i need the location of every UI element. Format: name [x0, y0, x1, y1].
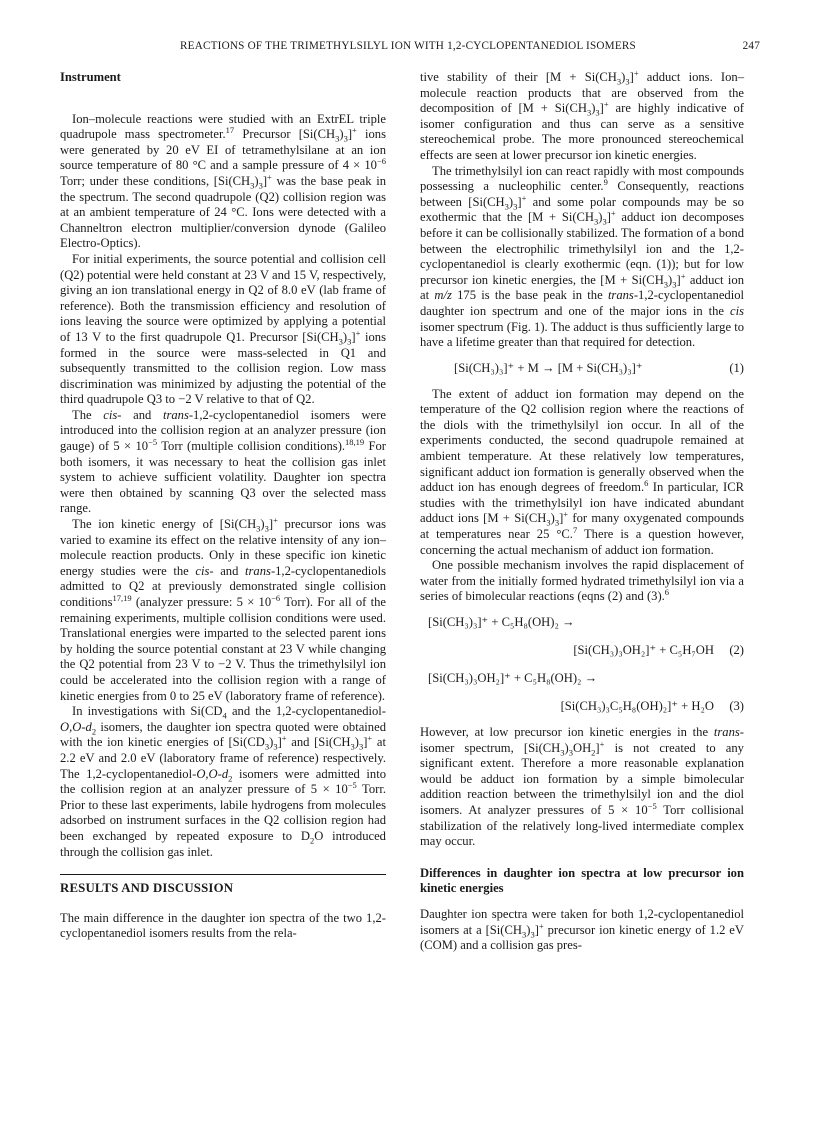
- subsection-heading: Differences in daughter ion spectra at low precursor ion kinetic energies: [420, 865, 744, 896]
- equation-1-number: (1): [729, 360, 744, 375]
- paragraph: The extent of adduct ion formation may depend on the temperature of the Q2 collision region where the reactions of the diols with the trimethylsilyl ion occur. In all of the experiments conducted, the second quadrupole remained at ambient temperature. At these relatively low temperatures, significant adduct ion formation is generally observed when the adduct ion has enough degrees of freedom.$^6$ In particular, ICR studies with the trimethylsilyl ion have indicated abundant adduct ions $[M + Si(CH_3)_3]^+$ for many oxygenated compounds at temperatures near 25 °C.$^7$ There is a question however, concerning the actual mechanism of adduct ion formation.: [420, 386, 745, 557]
- paragraph: However, at low precursor ion kinetic energies in the trans-isomer spectrum, $[Si(CH_3)_3OH_2]^+$ is not created to any significant extent. Therefore a more reasonable explanation would be adduct ion formation by a simple bimolecular addition reaction between the trimethylsilyl ion and the diol isomers. At analyzer pressures of $5 \times 10^{-5}$ Torr collisional stabilization of the relatively long-lived intermediate complex may occur.: [420, 725, 744, 849]
- equation-1-text: [Si(CH₃)₃]⁺ + M → [M + Si(CH₃)₃]⁺: [454, 360, 643, 375]
- equation-3-line-2: [420, 697, 744, 717]
- equation-1: [420, 359, 744, 379]
- running-title: REACTIONS OF THE TRIMETHYLSILYL ION WITH 1,2-CYCLOPENTANEDIOL ISOMERS: [180, 40, 636, 52]
- paragraph: One possible mechanism involves the rapid displacement of water from the initially formed hydrated trimethylsilyl ion via a series of bimolecular reactions (eqns (2) and (3).$^6$: [420, 558, 744, 604]
- right-column: [420, 67, 745, 954]
- equation-2-number: (2): [729, 643, 744, 657]
- running-header: [56, 40, 760, 58]
- paragraph: The trimethylsilyl ion can react rapidly with most compounds possessing a nucleophilic center.$^9$ Consequently, reactions between $[Si(CH_3)_3]^+$ and some polar compounds may be so exothermic that the $[M + Si(CH_3)_3]^+$ adduct ion decomposes before it can be collisionally stabilized. The formation of a bond between the electrophilic trimethylsilyl ion and the 1,2-cyclopentanediol is clearly exothermic (eqn. (1)); but for low precursor ion kinetic energies, the $[M + Si(CH_3)_3]^+$ adduct ion at m/z 175 is the base peak in the trans-1,2-cyclopentanediol daughter ion spectrum and one of the major ions in the cis isomer spectrum (Fig. 1). The adduct is thus sufficiently large to have a lifetime greater than that required for detection.: [420, 163, 744, 350]
- paragraph: In investigations with $Si(CD_4$ and the $1,2-cyclopentanediol-O,O-d_2$ isomers, the daughter ion spectra quoted were obtained with the ion kinetic energies of $[Si(CD_3)_3]^+$ and $[Si(CH_3)_3]^+$ at 2.2 eV and 2.0 eV (laboratory frame of reference) respectively. The $1,2-cyclopentanediol-O,O-d_2$ isomers were admitted into the collision region at an analyzer pressure of $5 \times 10^{-5}$ Torr. Prior to these last experiments, labile hydrogens from molecules adsorbed on instrument surfaces in the Q2 collision region had been exchanged by repeated exposure to $D_2O$ introduced through the collision gas inlet.: [60, 704, 386, 859]
- paragraph: The cis- and trans-1,2-cyclopentanediol isomers were introduced into the collision region at an analyzer pressure (ion gauge) of $5 \times 10^{-5}$ Torr (multiple collision conditions).$^{18,19}$ For both isomers, it was necessary to heat the collision gas inlet system to achieve sufficient volatility. Daughter ion spectra were then obtained by scanning Q3 over the selected mass range.: [60, 407, 386, 516]
- paragraph: For initial experiments, the source potential and collision cell (Q2) potential were held constant at 23 V and 15 V, respectively, giving an ion translational energy in Q2 of 8.0 eV (lab frame of reference). Both the transmission efficiency and resolution of ions leaving the source were optimized by applying a potential of 13 V to the first quadrupole Q1. Precursor $[Si(CH_3)_3]^+$ ions formed in the source were mass-selected in Q1 and subsequently transmitted to the collision region. Low mass discrimination was minimized by adjusting the potential of the third quadrupole Q3 to −2 V relative to that of Q2.: [60, 251, 386, 407]
- equation-3-lhs: [Si(CH₃)₃OH₂]⁺ + C₅H₈(OH)₂ →: [428, 671, 598, 685]
- paragraph: The ion kinetic energy of $[Si(CH_3)_3]^+$ precursor ions was varied to examine its effect on the relative intensity of any ion–molecule reaction products. Only in these specific ion kinetic energy studies were the cis- and trans-1,2-cyclopentanediols admitted to Q2 at previously demonstrated single collision conditions$^{17,19}$ (analyzer pressure: $5 \times 10^{-6}$ Torr). For all of the remaining experiments, multiple collision conditions were used. Translational energies were imparted to the selected parent ions by holding the source potential constant at 23 V while changing the Q2 potential from 23 V to −2 V. Thus the trimethylsilyl ion could be accelerated into the collision region with a range of kinetic energies from 0 to 25 eV (laboratory frame of reference).: [60, 514, 386, 703]
- section-heading-results: RESULTS AND DISCUSSION: [60, 874, 386, 897]
- equation-2-line-2: [420, 641, 744, 661]
- left-column: [60, 70, 386, 942]
- equation-3-rhs: [Si(CH₃)₃C₅H₈(OH)₂]⁺ + H₂O: [560, 699, 714, 713]
- paragraph: tive stability of their $[M + Si(CH_3)_3]^+$ adduct ions. Ion–molecule reaction products that are observed from the decomposition of $[M + Si(CH_3)_3]^+$ are highly indicative of isomer configuration and thus can serve as a sensitive stereochemical probe. The more pronounced stereochemical effects are seen at lower precursor ion kinetic energies.: [420, 67, 744, 162]
- equation-3-number: (3): [729, 699, 744, 713]
- equation-2-lhs: [Si(CH₃)₃]⁺ + C₅H₈(OH)₂ →: [428, 615, 575, 629]
- equation-3-line-1: [420, 669, 744, 689]
- paragraph: Daughter ion spectra were taken for both 1,2-cyclopentanediol isomers at a $[Si(CH_3)_3]^+$ precursor ion kinetic energy of 1.2 eV (COM) and a collision gas pres-: [420, 906, 744, 953]
- equation-2-rhs: [Si(CH₃)₃OH₂]⁺ + C₅H₇OH: [573, 643, 714, 657]
- section-heading-instrument: Instrument: [60, 70, 121, 84]
- equation-2-line-1: [420, 613, 744, 633]
- paragraph: Ion–molecule reactions were studied with an ExtrEL triple quadrupole mass spectrometer.$^{17}$ Precursor $[Si(CH_3)_3]^+$ ions were generated by 20 eV EI of tetramethylsilane at an ion source temperature of 80 °C and a sample pressure of $4 \times 10^{-6}$ Torr; under these conditions, $[Si(CH_3)_3]^+$ was the base peak in the spectrum. The second quadrupole (Q2) collision region was at an ambient temperature of 24 °C. Ions were detected with a Channeltron electron multiplier/conversion dynode (Galileo Electro-Optics).: [60, 111, 386, 251]
- page-number: 247: [742, 40, 760, 52]
- paragraph: The main difference in the daughter ion spectra of the two 1,2-cyclopentanediol isomers results from the rela-: [60, 910, 386, 941]
